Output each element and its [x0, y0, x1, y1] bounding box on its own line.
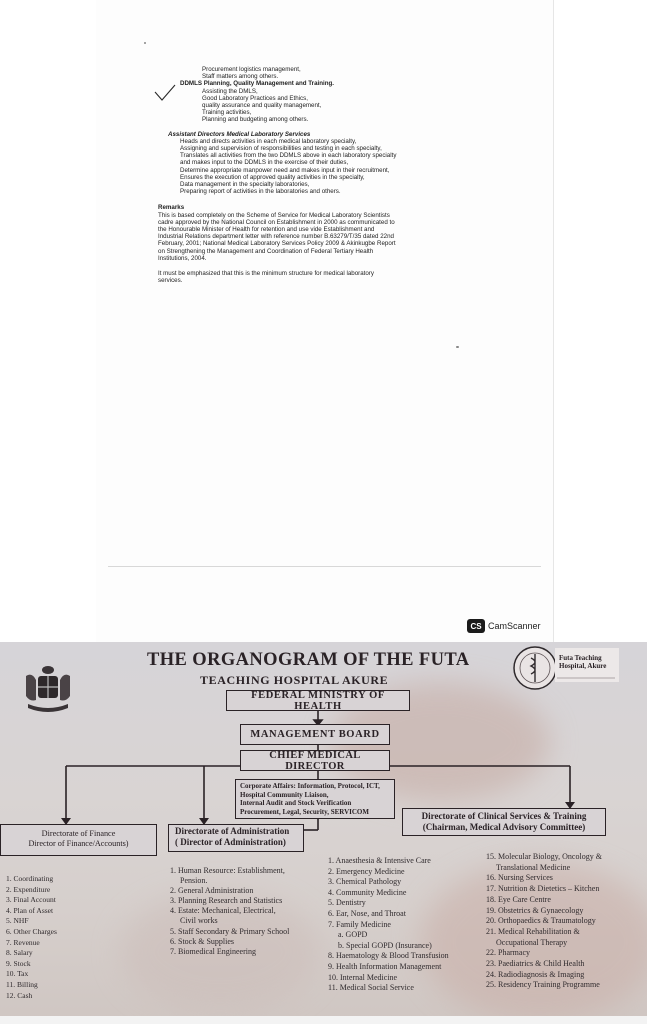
list-item: 24. Radiodiagnosis & Imaging: [486, 969, 585, 979]
ddmls-item: Good Laboratory Practices and Ethics,: [202, 94, 308, 102]
remarks-line: Institutions, 2004.: [158, 254, 207, 262]
camscanner-watermark: [467, 619, 541, 633]
clinical-units-list-a: [328, 856, 449, 994]
doc-line: Staff matters among others.: [202, 73, 279, 81]
list-item: b. Special GOPD (Insurance): [338, 940, 432, 950]
list-item: 1. Coordinating: [6, 874, 54, 883]
adms-item: Ensures the execution of approved quality activities in the specialty,: [180, 173, 365, 181]
box-federal-ministry: FEDERAL MINISTRY OF HEALTH: [226, 690, 410, 711]
list-item: 22. Pharmacy: [486, 948, 530, 958]
remarks-line: Industrial Relations department letter with reference number B.63279/T/35 dated 22nd: [158, 233, 394, 241]
list-item: Pension.: [180, 876, 208, 886]
camscanner-logo-icon: CS: [467, 619, 485, 633]
list-item: a. GOPD: [338, 930, 368, 940]
list-item: 7. Family Medicine: [328, 919, 391, 929]
list-item: 4. Community Medicine: [328, 887, 407, 897]
finance-box-line: Directorate of Finance: [41, 829, 116, 838]
organogram-title: THE ORGANOGRAM OF THE FUTA: [147, 650, 470, 670]
box-directorate-administration: [168, 824, 304, 852]
list-item: 5. Dentistry: [328, 898, 366, 908]
ddmls-item: Assisting the DMLS,: [202, 87, 258, 95]
list-item: Translational Medicine: [496, 862, 571, 872]
adms-item: Assigning and supervision of responsibilities and testing in each specialty,: [180, 145, 382, 153]
box-corporate-affairs: [235, 779, 395, 819]
box-chief-medical-director: CHIEF MEDICAL DIRECTOR: [240, 750, 390, 771]
list-item: Civil works: [180, 916, 218, 926]
remarks-line: the Honourable Minister of Health for retention and use vide Establishment and: [158, 226, 375, 234]
ddmls-item: Planning and budgeting among others.: [202, 116, 309, 124]
camscanner-label: CamScanner: [488, 621, 541, 631]
document-body: [158, 66, 498, 284]
list-item: 3. Chemical Pathology: [328, 877, 402, 887]
list-item: 18. Eye Care Centre: [486, 894, 551, 904]
page-divider: [108, 566, 541, 567]
box-directorate-finance: [0, 824, 157, 856]
scan-speck: [144, 42, 146, 44]
clinical-box-line: Directorate of Clinical Services & Training: [421, 811, 587, 821]
list-item: 21. Medical Rehabilitation &: [486, 926, 580, 936]
admin-box-line: Directorate of Administration: [175, 826, 290, 836]
list-item: 1. Anaesthesia & Intensive Care: [328, 856, 431, 865]
list-item: 11. Billing: [6, 979, 38, 989]
remarks-heading: Remarks: [158, 204, 185, 212]
emphasis-line: services.: [158, 277, 183, 285]
list-item: 4. Estate: Mechanical, Electrical,: [170, 906, 276, 916]
list-item: 16. Nursing Services: [486, 873, 553, 883]
remarks-line: This is based completely on the Scheme of Service for Medical Laboratory Scientists: [158, 211, 390, 219]
list-item: 23. Paediatrics & Child Health: [486, 959, 585, 969]
list-item: 15. Molecular Biology, Oncology &: [486, 852, 602, 861]
list-item: 2. General Administration: [170, 886, 254, 896]
hospital-logo-line: Futa Teaching: [559, 654, 602, 662]
list-item: 2. Expenditure: [6, 884, 51, 894]
corporate-line: Internal Audit and Stock Verification: [240, 799, 352, 808]
list-item: 4. Plan of Asset: [6, 905, 54, 915]
list-item: 25. Residency Training Programme: [486, 980, 600, 990]
admin-units-list: [170, 866, 289, 957]
adms-item: Data management in the specialty laboratories,: [180, 181, 310, 189]
organogram-photo: [0, 642, 647, 1024]
ddmls-item: Training activities,: [202, 109, 252, 117]
adms-item: Determine appropriate manpower need and makes input in their recruitment,: [180, 166, 390, 174]
corporate-line: Corporate Affairs: Information, Protocol, ICT,: [240, 782, 380, 790]
clinical-box-line: (Chairman, Medical Advisory Committee): [422, 821, 586, 832]
finance-units-list: [6, 874, 57, 1001]
list-item: 19. Obstetrics & Gynaecology: [486, 905, 584, 915]
list-item: 6. Stock & Supplies: [170, 936, 235, 946]
finance-box-line: Director of Finance/Accounts): [28, 839, 129, 848]
admin-box-line: ( Director of Administration): [175, 836, 286, 847]
ddmls-heading: DDMLS Planning, Quality Management and Training.: [180, 80, 335, 88]
hospital-logo-line: Hospital, Akure: [559, 662, 607, 670]
corporate-line: Hospital Community Liaison,: [240, 790, 329, 799]
ddmls-item: quality assurance and quality management,: [202, 102, 322, 110]
corporate-line: Procurement, Legal, Security, SERVICOM: [240, 807, 369, 816]
list-item: 1. Human Resource: Establishment,: [170, 866, 285, 875]
scanned-document-page: [96, 0, 554, 642]
list-item: 8. Haematology & Blood Transfusion: [328, 951, 449, 961]
adms-item: Translates all activities from the two DDMLS above in each laboratory specialty: [180, 152, 397, 160]
list-item: 5. Staff Secondary & Primary School: [170, 926, 290, 936]
adms-item: and makes input to the DDMLS in the exercise of their duties,: [180, 159, 349, 167]
list-item: 12. Cash: [6, 990, 33, 1000]
remarks-line: on Strengthening the Management and Coordination of Federal Tertiary Health: [158, 247, 374, 255]
doc-line: Procurement logistics management,: [202, 66, 301, 73]
clinical-units-list-b: [486, 852, 602, 991]
list-item: 2. Emergency Medicine: [328, 866, 405, 876]
list-item: 7. Biomedical Engineering: [170, 946, 256, 956]
list-item: 10. Internal Medicine: [328, 972, 398, 982]
list-item: 3. Final Account: [6, 895, 56, 905]
list-item: 5. NHF: [6, 916, 29, 926]
bottom-strip: [0, 1016, 647, 1024]
organogram-subtitle: TEACHING HOSPITAL AKURE: [200, 673, 389, 687]
list-item: 8. Salary: [6, 948, 33, 958]
list-item: 7. Revenue: [6, 937, 40, 947]
remarks-line: cadre approved by the National Council on Establishment in 2000 as communicated to: [158, 218, 395, 226]
list-item: 10. Tax: [6, 969, 29, 979]
remarks-line: February, 2001; National Medical Laboratory Services Policy 2009 & Akinkugbe Report: [158, 240, 396, 248]
box-management-board: MANAGEMENT BOARD: [240, 724, 390, 745]
adms-item: Preparing report of activities in the laboratories and others.: [180, 188, 341, 196]
list-item: 20. Orthopaedics & Traumatology: [486, 916, 596, 926]
scan-speck: [456, 346, 459, 348]
list-item: Occupational Therapy: [496, 937, 568, 947]
list-item: 3. Planning Research and Statistics: [170, 896, 283, 906]
list-item: 6. Ear, Nose, and Throat: [328, 908, 406, 918]
box-directorate-clinical: [402, 808, 606, 836]
emphasis-line: It must be emphasized that this is the minimum structure for medical laboratory: [158, 270, 374, 278]
list-item: 17. Nutrition & Dietetics – Kitchen: [486, 884, 600, 894]
adms-item: Heads and directs activities in each medical laboratory specialty,: [180, 137, 357, 145]
list-item: 6. Other Charges: [6, 926, 57, 936]
list-item: 9. Stock: [6, 958, 31, 968]
list-item: 9. Health Information Management: [328, 961, 442, 971]
adms-heading: Assistant Directors Medical Laboratory Services: [168, 130, 311, 138]
list-item: 11. Medical Social Service: [328, 983, 414, 993]
